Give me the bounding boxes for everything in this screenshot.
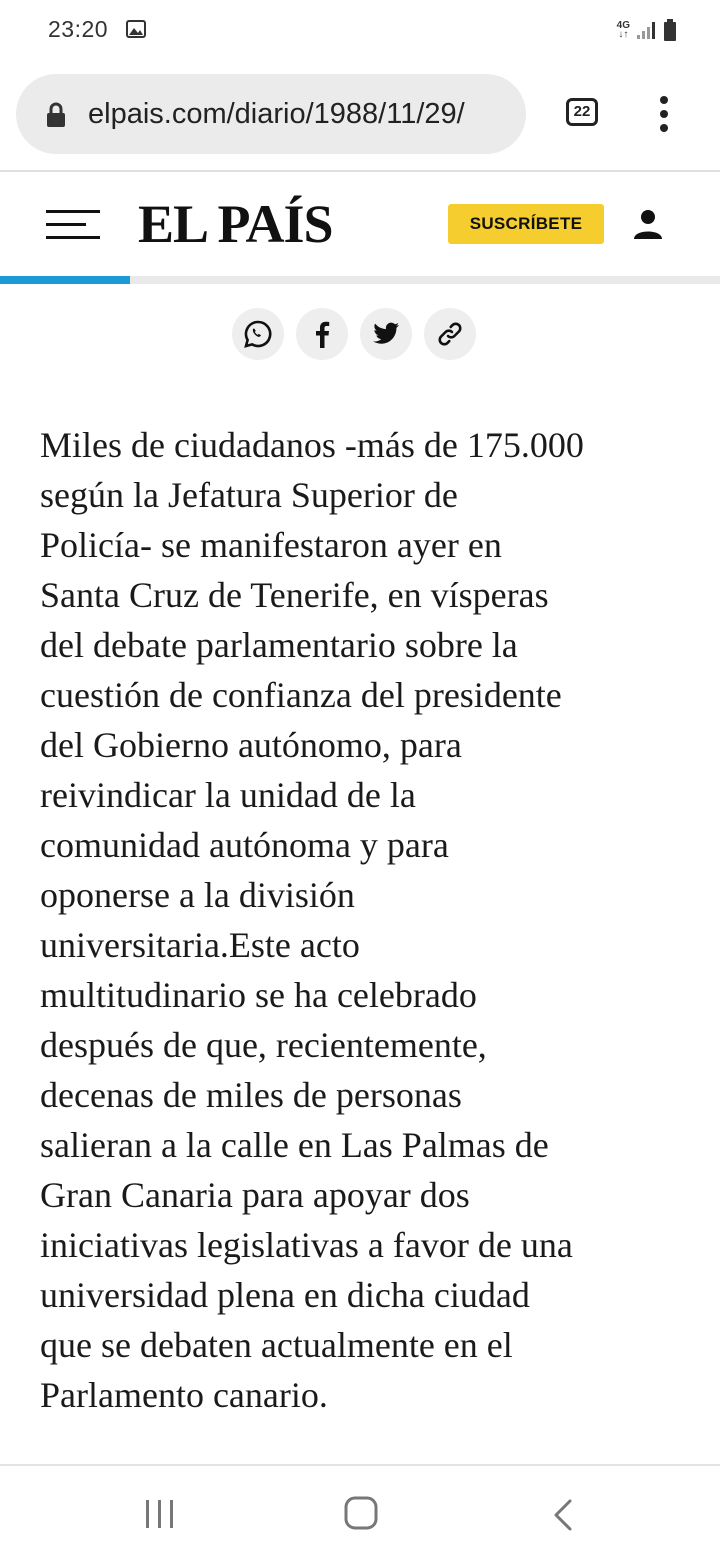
network-type-label: 4G <box>616 20 630 31</box>
site-header <box>0 172 720 276</box>
share-facebook-button[interactable] <box>296 308 348 360</box>
article-line: oponerse a la división <box>40 875 355 915</box>
article-line: según la Jefatura Superior de <box>40 475 458 515</box>
reading-progress-fill <box>0 276 130 284</box>
user-icon[interactable] <box>632 208 664 240</box>
tabs-button[interactable]: 22 <box>566 98 598 126</box>
menu-icon[interactable] <box>46 208 100 240</box>
battery-icon <box>664 19 676 41</box>
article-line: salieran a la calle en Las Palmas de <box>40 1125 549 1165</box>
share-buttons <box>232 308 476 360</box>
article-line: comunidad autónoma y para <box>40 825 449 865</box>
article-line: universitaria.Este acto <box>40 925 360 965</box>
status-icons <box>617 16 676 44</box>
article-line: Miles de ciudadanos -más de 175.000 <box>40 425 584 465</box>
article-line: universidad plena en dicha ciudad <box>40 1275 530 1315</box>
more-options-icon[interactable] <box>654 94 674 134</box>
share-whatsapp-button[interactable] <box>232 308 284 360</box>
subscribe-button[interactable]: SUSCRÍBETE <box>448 204 604 244</box>
article-line: que se debaten actualmente en el <box>40 1325 513 1365</box>
recent-apps-icon[interactable] <box>144 1498 176 1530</box>
network-type <box>617 21 630 39</box>
whatsapp-icon <box>243 319 273 349</box>
article-line: decenas de miles de personas <box>40 1075 462 1115</box>
article-line: Policía- se manifestaron ayer en <box>40 525 502 565</box>
system-navigation-bar <box>0 1466 720 1560</box>
status-bar <box>0 0 720 60</box>
lock-icon[interactable] <box>46 102 66 128</box>
site-logo[interactable]: EL PAÍS <box>138 194 333 254</box>
article-line: del debate parlamentario sobre la <box>40 625 518 665</box>
browser-toolbar <box>0 60 720 170</box>
article-line: Santa Cruz de Tenerife, en vísperas <box>40 575 549 615</box>
article-line: multitudinario se ha celebrado <box>40 975 477 1015</box>
share-twitter-button[interactable] <box>360 308 412 360</box>
home-icon[interactable] <box>344 1496 378 1530</box>
url-text[interactable]: elpais.com/diario/1988/11/29/ <box>88 98 465 130</box>
article-line: reivindicar la unidad de la <box>40 775 416 815</box>
share-link-button[interactable] <box>424 308 476 360</box>
article-line: Gran Canaria para apoyar dos <box>40 1175 470 1215</box>
reading-progress-bar <box>0 276 720 284</box>
twitter-icon <box>372 322 400 346</box>
signal-icon <box>636 20 658 40</box>
image-notification-icon <box>126 20 146 38</box>
network-activity-label: ↓↑ <box>618 29 629 40</box>
article-line: cuestión de confianza del presidente <box>40 675 562 715</box>
back-icon[interactable] <box>552 1498 574 1532</box>
facebook-icon <box>314 320 330 348</box>
link-icon <box>435 319 465 349</box>
article-line: iniciativas legislativas a favor de una <box>40 1225 573 1265</box>
address-bar[interactable] <box>16 74 526 154</box>
article-line: después de que, recientemente, <box>40 1025 487 1065</box>
article-line: del Gobierno autónomo, para <box>40 725 462 765</box>
article-body <box>40 420 688 1420</box>
article-line: Parlamento canario. <box>40 1375 328 1415</box>
status-time: 23:20 <box>48 16 109 42</box>
